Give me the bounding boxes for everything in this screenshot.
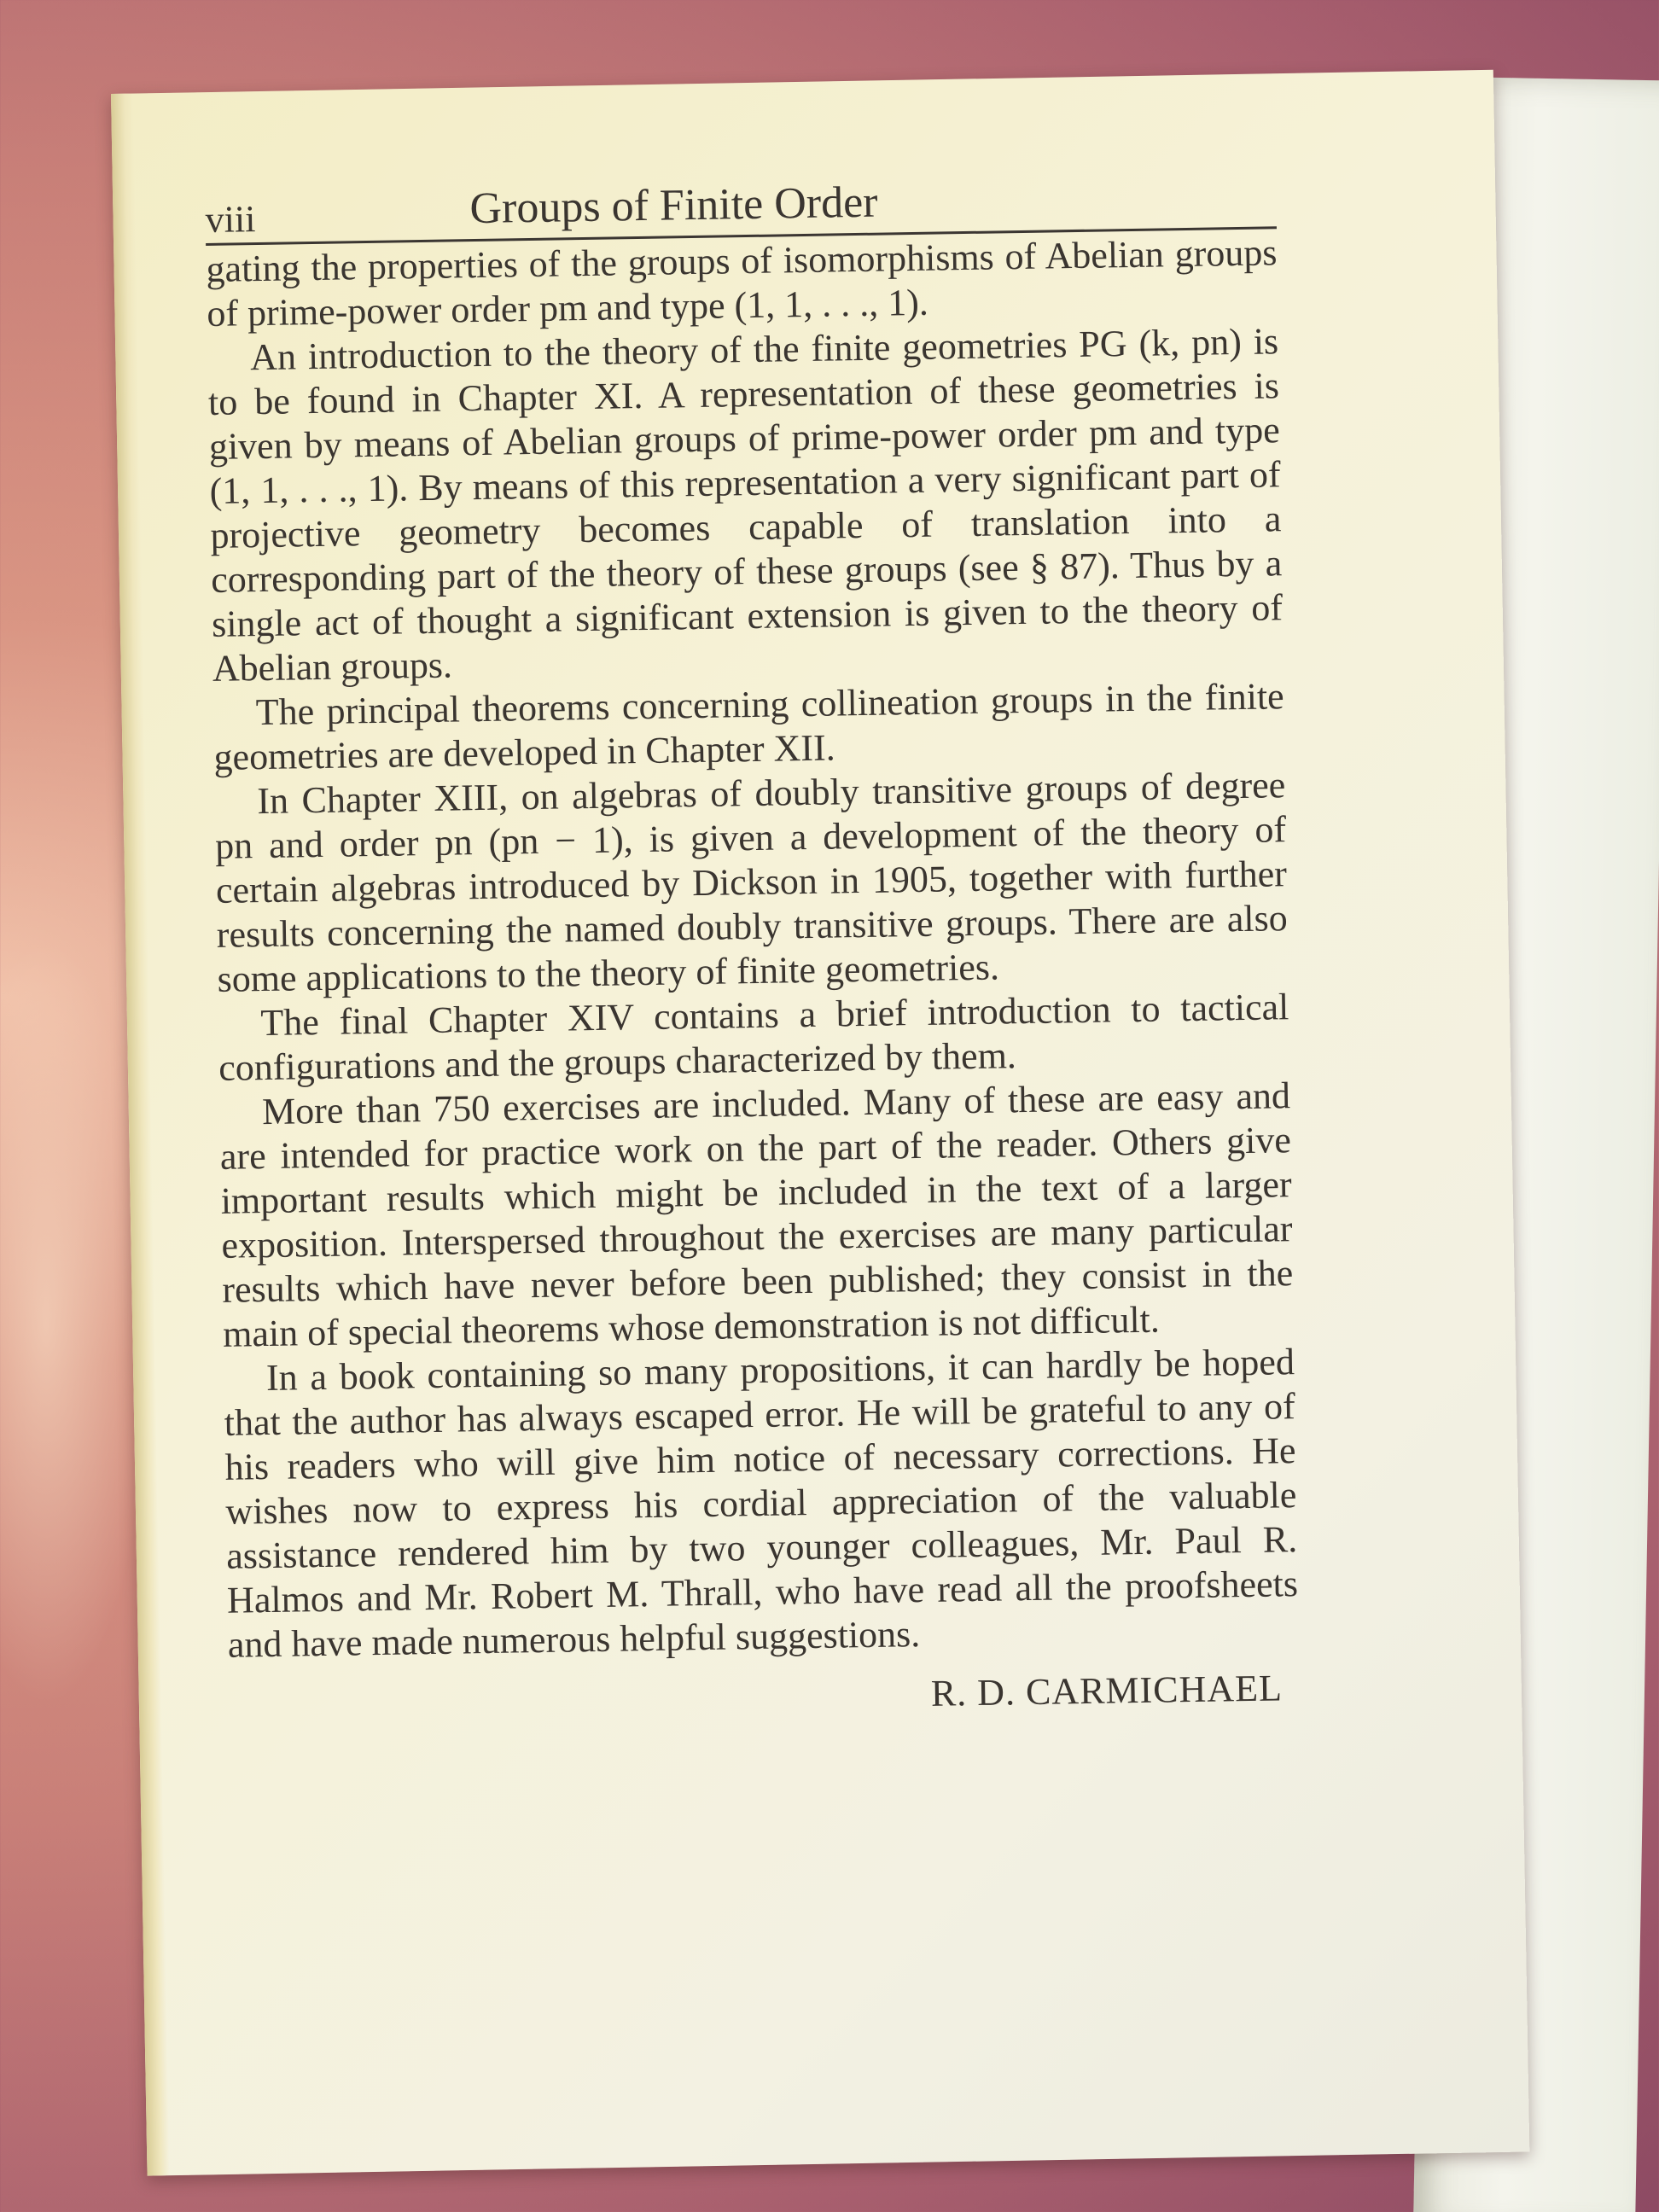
page-text (205, 166, 1300, 1726)
paragraph-exercises: More than 750 exercises are included. Many of these are easy and are intended for practice work on the part of the reader. Others give important results which might be included in the text of a larger exposition. Interspersed throughout the exercises are many particular results which have never before been published; they consist in the main of special theorems whose demonstration is not difficult. (219, 1074, 1294, 1355)
paragraph-acknowledgements: In a book containing so many propositions, it can hardly be hoped that the author has always escaped error. He will be grateful to any of his readers who will give him notice of necessary corrections. He wishes now to express his cordial appreciation of the valuable assistance rendered him by two younger colleagues, Mr. Paul R. Halmos and Mr. Robert M. Thrall, who have read all the proofsheets and have made numerous helpful suggestions. (224, 1341, 1299, 1666)
paragraph-continuation: gating the properties of the groups of isomorphisms of Abelian groups of prime-power order pm and type (1, 1, . . ., 1). (206, 231, 1278, 335)
paragraph-finite-geometries: An introduction to the theory of the finite geometries PG (k, pn) is to be found in Chapter XI. A representation of these geometries is given by means of Abelian groups of prime-power order pm and type (1, 1, . . ., 1). By means of this representation a very significant part of projective geometry becomes capable of translation into a corresponding part of the theory of these groups (see § 87). Thus by a single act of thought a significant extension is given to the theory of Abelian groups. (207, 320, 1284, 690)
paragraph-tactical-configurations: The final Chapter XIV contains a brief introduction to tactical configurations and the groups characterized by them. (218, 986, 1289, 1089)
page-number: viii (205, 198, 256, 241)
paragraph-collineation-groups: The principal theorems concerning collineation groups in the finite geometries are developed in Chapter XII. (213, 675, 1284, 778)
paragraph-algebras: In Chapter XIII, on algebras of doubly transitive groups of degree pn and order pn (pn − 1), is given a development of the theory of certain algebras introduced by Dickson in 1905, together with further results concerning the named doubly transitive groups. There are also some applications to the theory of finite geometries. (214, 764, 1289, 1000)
author-signature: R. D. CARMICHAEL (930, 1667, 1284, 1714)
running-title: Groups of Finite Order (469, 178, 878, 234)
